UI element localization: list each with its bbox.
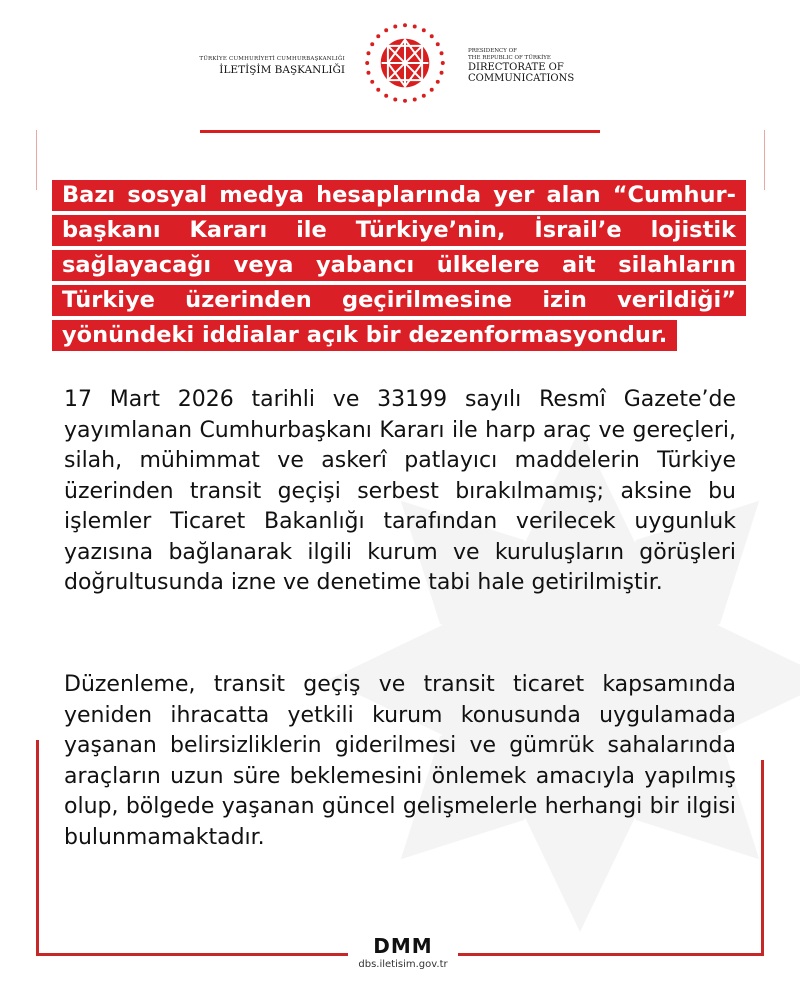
frame-left-bottom (36, 740, 39, 955)
headline-line-4: Türkiye üzerinden geçirilmesine izin verildiği” (52, 285, 746, 316)
institution-title-tr: İLETİŞİM BAŞKANLIĞI (219, 64, 345, 76)
headline (52, 180, 742, 355)
frame-left-top (36, 130, 37, 190)
headline-line-2: başkanı Kararı ile Türkiye’nin, İsrail’e lojistik (52, 215, 746, 246)
footer-url: dbs.iletisim.gov.tr (358, 959, 448, 970)
headline-line-1: Bazı sosyal medya hesaplarında yer alan “Cumhur- (52, 180, 746, 211)
institution-title-en-1: DIRECTORATE OF (468, 62, 564, 73)
body-paragraph-2: Düzenleme, transit geçiş ve transit ticaret kapsamında yeniden ihracatta yetkili kurum konusunda uygulamada yaşanan belirsizliklerin giderilmesi ve gümrük sahalarında araçların uzun süre beklemesini önlemek amacıyla yapılmış olup, bölgede yaşanan güncel gelişmelerle herhangi bir ilgisi bulunmamaktadır. (64, 672, 736, 850)
frame-bottom-left (36, 953, 348, 956)
dmm-logo: DMM (373, 934, 433, 958)
frame-right-top (764, 130, 765, 190)
frame-top-divider (200, 130, 600, 133)
presidential-emblem-icon (360, 18, 450, 108)
header (0, 18, 800, 113)
institution-subtitle-en-1: PRESIDENCY OF (468, 48, 517, 54)
institution-subtitle-en-2: THE REPUBLIC OF TÜRKİYE (468, 55, 551, 61)
institution-subtitle-tr: TÜRKİYE CUMHURİYETİ CUMHURBAŞKANLIĞI (199, 56, 345, 62)
body-paragraph-1: 17 Mart 2026 tarihli ve 33199 sayılı Resmî Gazete’de yayımlanan Cumhurbaşkanı Kararı ile harp araç ve gereçleri, silah, mühimmat ve askerî patlayıcı maddelerin Türkiye üzerinden transit geçişi serbest bırakılmamış; aksine bu işlemler Ticaret Bakanlığı tarafından verilecek uygunluk yazısına bağlanarak ilgili kurum ve kuruluşların görüşleri doğrultusunda izne ve denetime tabi hale getirilmiştir. (64, 387, 736, 595)
institution-title-en-2: COMMUNICATIONS (468, 73, 575, 84)
footer (348, 935, 458, 970)
institution-name-tr (195, 56, 345, 76)
headline-line-3: sağlayacağı veya yabancı ülkelere ait silahların (52, 250, 746, 281)
frame-right-bottom (761, 760, 764, 955)
frame-bottom-right (458, 953, 764, 956)
institution-name-en (468, 48, 628, 84)
headline-line-5: yönündeki iddialar açık bir dezenformasyondur. (52, 320, 677, 351)
